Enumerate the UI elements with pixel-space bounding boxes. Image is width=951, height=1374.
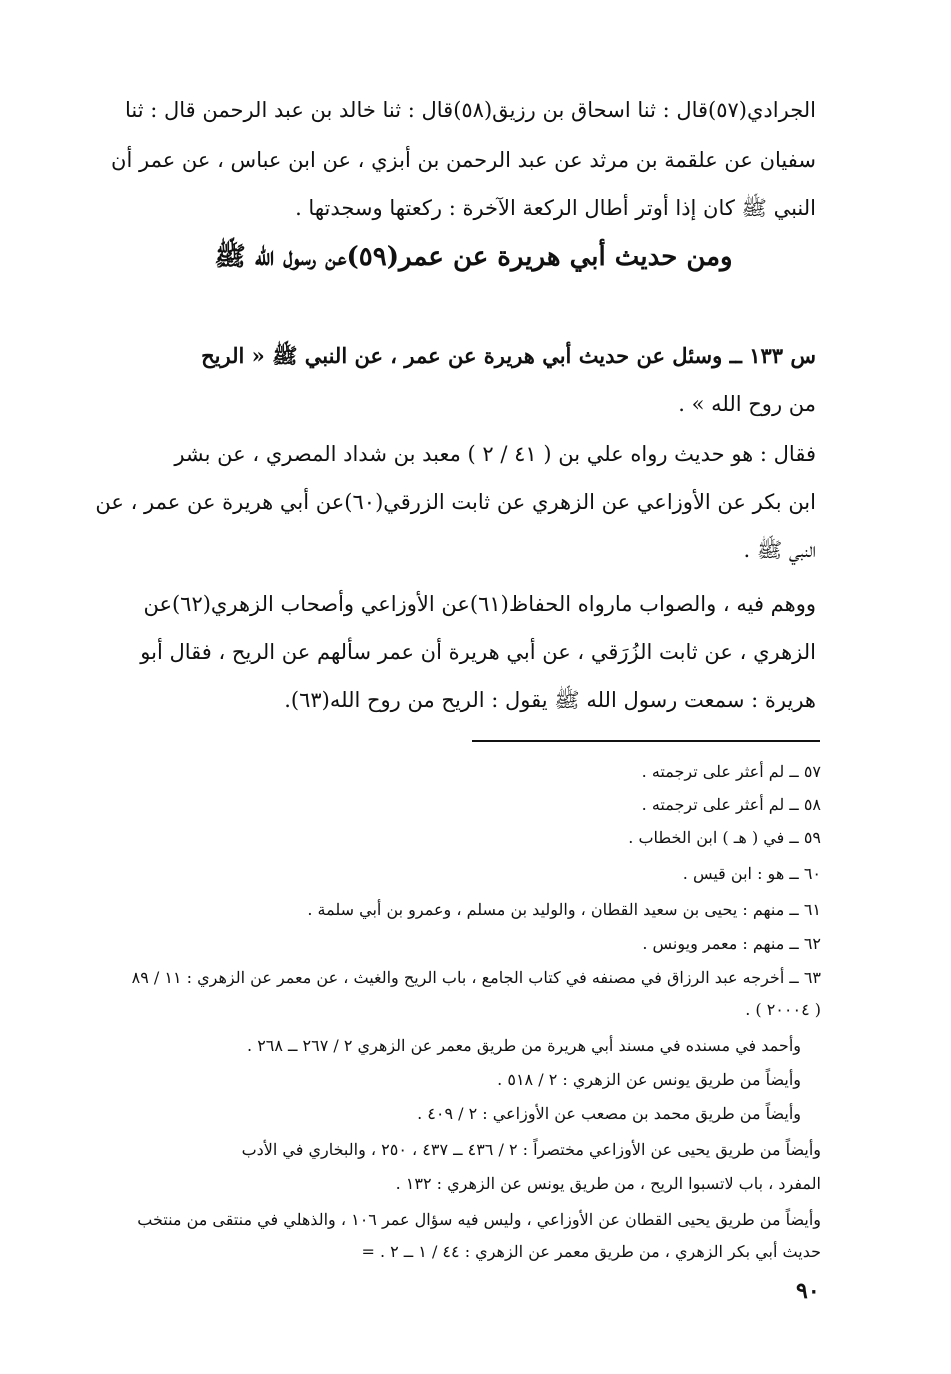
footnote-63-source-1: وأحمد في مسنده في مسند أبي هريرة من طريق معمر عن الزهري ٢ / ٢٦٧ ــ ٢٦٨ . <box>247 1036 801 1055</box>
answer-line-2: ابن بكر عن الأوزاعي عن الزهري عن ثابت الزرقي(٦٠)عن أبي هريرة عن عمر ، عن <box>95 490 816 514</box>
footnote-59: ٥٩ ــ في ( هـ ) ابن الخطاب . <box>628 828 821 847</box>
question-line-2: من روح الله » . <box>678 392 816 416</box>
footnote-63-source-6: وأيضاً من طريق يحيى القطان عن الأوزاعي ، وليس فيه سؤال عمر ١٠٦ ، والذهلي في منتقى من منتخب <box>137 1210 821 1229</box>
answer-line-3: النبي ﷺ . <box>743 538 816 562</box>
intro-line-1: الجرادي(٥٧)قال : ثنا اسحاق بن رزيق(٥٨)قال : ثنا خالد بن عبد الرحمن قال : ثنا <box>124 98 816 122</box>
footnote-62: ٦٢ ــ منهم : معمر ويونس . <box>642 934 821 953</box>
question-line-1: س ١٣٣ ــ وسئل عن حديث أبي هريرة عن عمر ، عن النبي ﷺ « الريح <box>201 343 816 368</box>
footnote-60: ٦٠ ــ هو : ابن قيس . <box>682 864 821 883</box>
footnote-63: ٦٣ ــ أخرجه عبد الرزاق في مصنفه في كتاب الجامع ، باب الريح والغيث ، عن معمر عن الزهري : ١١ / ٨٩ <box>131 968 821 987</box>
footnote-63-source-5: المفرد ، باب لاتسبوا الريح ، من طريق يونس عن الزهري : ١٣٢ . <box>395 1174 821 1193</box>
footnote-57: ٥٧ ــ لم أعثر على ترجمته . <box>641 762 821 781</box>
intro-line-3: النبي ﷺ كان إذا أوتر أطال الركعة الآخرة : ركعتها وسجدتها . <box>295 196 816 220</box>
footnote-divider <box>472 740 820 742</box>
correction-line-2: الزهري ، عن ثابت الزُرَقي ، عن أبي هريرة أن عمر سألهم عن الريح ، فقال أبو <box>140 640 816 664</box>
footnote-63-source-2: وأيضاً من طريق يونس عن الزهري : ٢ / ٥١٨ . <box>497 1070 801 1089</box>
intro-line-2: سفيان عن علقمة بن مرثد عن عبد الرحمن بن أبزي ، عن ابن عباس ، عن عمر أن <box>111 148 816 172</box>
footnote-63-source-7: حديث أبي بكر الزهري ، من طريق معمر عن الزهري : ٤٤ / ١ ــ ٢ . = <box>361 1242 821 1261</box>
footnote-63-cont: ( ٢٠٠٠٤ ) . <box>745 1000 821 1019</box>
page-number: ٩٠ <box>796 1278 820 1304</box>
correction-line-3: هريرة : سمعت رسول الله ﷺ يقول : الريح من روح الله(٦٣). <box>284 688 816 712</box>
footnote-63-source-4: وأيضاً من طريق يحيى عن الأوزاعي مختصراً : ٢ / ٤٣٦ ــ ٤٣٧ ، ٢٥٠ ، والبخاري في الأدب <box>241 1140 821 1159</box>
answer-line-1: فقال : هو حديث رواه علي بن ( ٤١ / ٢ ) معبد بن شداد المصري ، عن بشر <box>174 442 816 466</box>
section-heading: ومن حديث أبي هريرة عن عمر(٥٩)عن رسول الله ﷺ <box>214 242 733 272</box>
correction-line-1: ووهم فيه ، والصواب مارواه الحفاظ(٦١)عن الأوزاعي وأصحاب الزهري(٦٢)عن <box>143 592 816 616</box>
footnote-61: ٦١ ــ منهم : يحيى بن سعيد القطان ، والوليد بن مسلم ، وعمرو بن أبي سلمة . <box>307 900 821 919</box>
footnote-58: ٥٨ ــ لم أعثر على ترجمته . <box>641 795 821 814</box>
footnote-63-source-3: وأيضاً من طريق محمد بن مصعب عن الأوزاعي : ٢ / ٤٠٩ . <box>417 1104 801 1123</box>
